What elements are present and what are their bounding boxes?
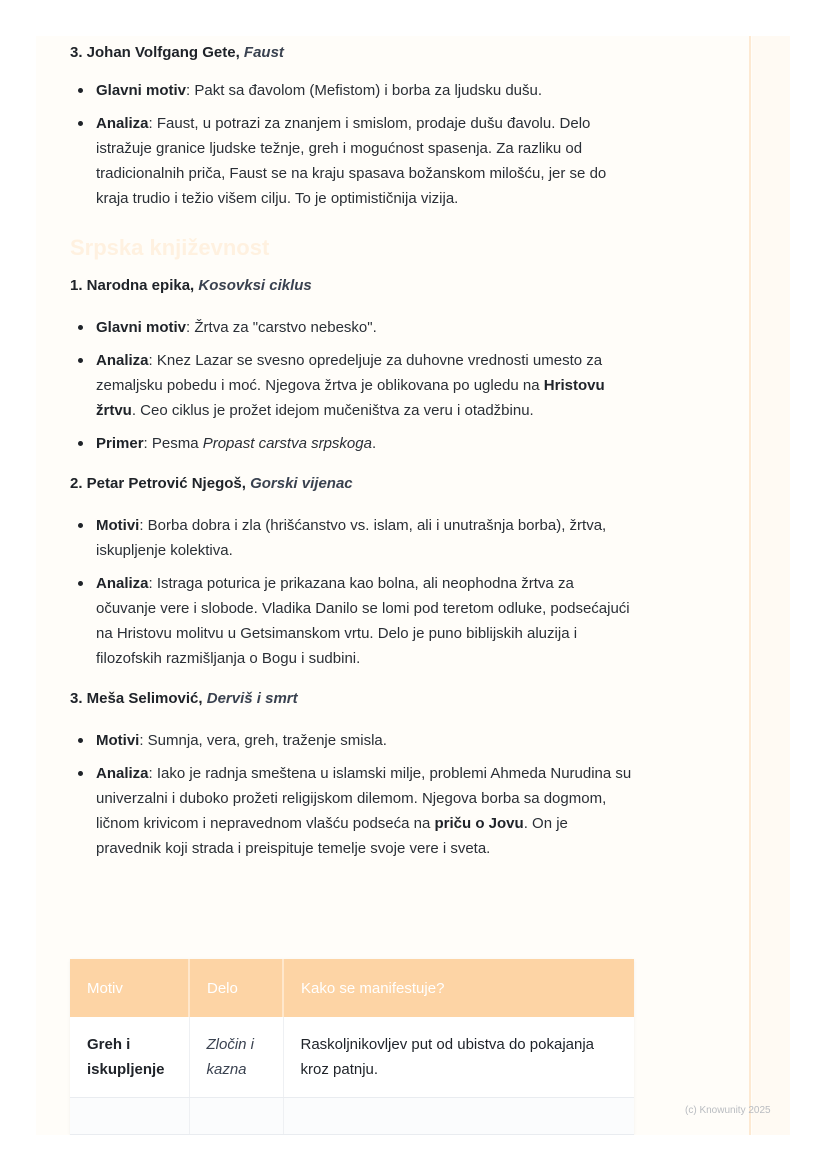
work-title-kosovski (70, 276, 636, 296)
cell-motiv: Greh i iskupljenje (70, 1017, 189, 1098)
content-column (70, 36, 636, 861)
table-row (70, 1017, 634, 1098)
margin-strip (752, 36, 790, 1135)
work-title-dervis (70, 689, 636, 709)
document-page (36, 36, 790, 1135)
work-title-faust (70, 43, 636, 63)
item-text: . Ceo ciklus je prožet idejom mučeništva za veru i otadžbinu. (131, 402, 534, 419)
list-item (70, 315, 636, 340)
list-item (70, 348, 636, 423)
cell-empty (70, 1098, 189, 1135)
item-emphasis: Hristovu žrtvu (96, 377, 605, 419)
list-item (70, 78, 636, 103)
dervis-list (70, 728, 636, 861)
item-text: : Knez Lazar se svesno opredeljuje za duhovne vrednosti umesto za zemaljsku pobedu i moć. Njegova žrtva je oblikovana po ugledu na (96, 352, 603, 394)
item-emphasis: priču o Jovu (434, 815, 524, 832)
list-item (70, 111, 636, 211)
item-label: Analiza (96, 575, 149, 592)
cell-delo: Zločin i kazna (189, 1017, 283, 1098)
column-header-kako: Kako se manifestuje? (283, 959, 634, 1017)
list-item (70, 513, 636, 563)
list-item (70, 728, 636, 753)
motif-table (70, 959, 634, 1135)
item-label: Primer (96, 435, 144, 452)
item-text: . (371, 435, 377, 452)
item-text: : Borba dobra i zla (hrišćanstvo vs. islam, ali i unutrašnja borba), žrtva, iskupljenje kolektiva. (96, 517, 607, 559)
work-number-author: 2. Petar Petrović Njegoš, (70, 475, 251, 492)
work-number-author: 3. Meša Selimović, (70, 690, 207, 707)
item-label: Glavni motiv (96, 319, 187, 336)
item-text: : Istraga poturica je prikazana kao bolna, ali neophodna žrtva za očuvanje vere i slobode. Vladika Danilo se lomi pod teretom odluke, podsećajući na Hristovu molitvu u Getsimanskom vrtu. Delo je puno biblijskih aluzija i filozofskih razmišljanja o Bogu i sudbini. (96, 575, 630, 667)
table-header-row (70, 959, 634, 1017)
footer-copyright: (c) Knowunity 2025 (685, 1105, 771, 1116)
item-text: : Faust, u potrazi za znanjem i smislom, prodaje dušu đavolu. Delo istražuje granice ljudske težnje, greh i mogućnost spasenja. Za razliku od tradicionalnih priča, Faust se na kraju spasava božanskom milošću, jer se do kraja trudio i težio višem cilju. To je optimističnija vizija. (96, 115, 607, 207)
work-title-gorski (70, 474, 636, 494)
work-title-italic: Kosovksi ciklus (198, 277, 312, 294)
work-title-italic: Gorski vijenac (250, 475, 353, 492)
faust-list (70, 78, 636, 211)
item-label: Analiza (96, 115, 149, 132)
list-item (70, 431, 636, 456)
item-label: Glavni motiv (96, 82, 187, 99)
column-header-motiv: Motiv (70, 959, 189, 1017)
gorski-list (70, 513, 636, 671)
list-item (70, 761, 636, 861)
work-title-italic: Derviš i smrt (206, 690, 298, 707)
item-text: : Pesma (143, 435, 203, 452)
cell-empty (283, 1098, 634, 1135)
item-text: : Pakt sa đavolom (Mefistom) i borba za ljudsku dušu. (186, 82, 543, 99)
work-number-author: 1. Narodna epika, (70, 277, 199, 294)
work-number-author: 3. Johan Volfgang Gete, (70, 44, 244, 61)
item-italic: Propast carstva srpskoga (202, 435, 372, 452)
cell-kako: Raskoljnikovljev put od ubistva do pokajanja kroz patnju. (283, 1017, 634, 1098)
work-title-italic: Faust (243, 44, 284, 61)
cell-empty (189, 1098, 283, 1135)
item-text: : Iako je radnja smeštena u islamski milje, problemi Ahmeda Nurudina su univerzalni i duboko prožeti religijskom dilemom. Njegova borba sa dogmom, ličnom krivicom i nepravednom vlašću podseća na (96, 765, 632, 832)
item-label: Motivi (96, 517, 140, 534)
kosovski-list (70, 315, 636, 456)
margin-rule (749, 36, 751, 1135)
section-heading: Srpska književnost (70, 235, 270, 260)
list-item (70, 571, 636, 671)
item-label: Analiza (96, 765, 149, 782)
item-label: Motivi (96, 732, 140, 749)
item-text: : Žrtva za "carstvo nebesko". (186, 319, 377, 336)
table-row (70, 1098, 634, 1135)
column-header-delo: Delo (189, 959, 283, 1017)
item-label: Analiza (96, 352, 149, 369)
item-text: : Sumnja, vera, greh, traženje smisla. (139, 732, 387, 749)
item-text: . On je pravednik koji strada i preispituje temelje svoje vere i sveta. (96, 815, 568, 857)
